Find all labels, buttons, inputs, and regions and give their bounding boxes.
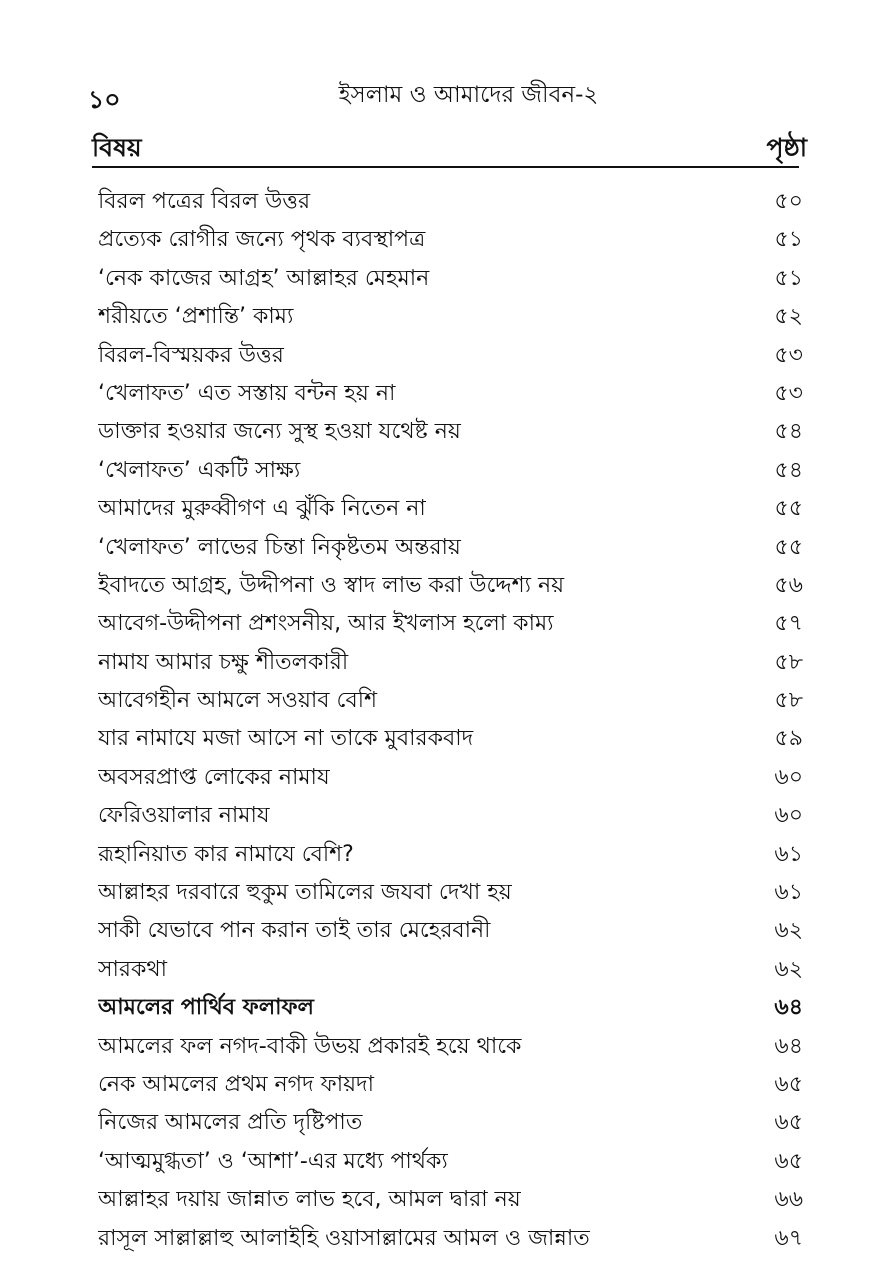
- toc-entry-title: অবসরপ্রাপ্ত লোকের নামায: [98, 764, 330, 790]
- toc-column-header: [92, 126, 807, 168]
- toc-entry-title: ইবাদতে আগ্রহ, উদ্দীপনা ও স্বাদ লাভ করা উদ্দেশ্য নয়: [98, 572, 565, 598]
- toc-entry-page: ৫১: [774, 227, 803, 253]
- toc-entry-title: রূহানিয়াত কার নামাযে বেশি?: [98, 841, 354, 867]
- toc-entry-title: আমলের পার্থিব ফলাফল: [98, 995, 314, 1021]
- toc-entry-page: ৫৭: [774, 611, 803, 637]
- toc-entry-page: ৬৫: [774, 1110, 803, 1136]
- toc-entry-page: ৫১: [774, 265, 803, 291]
- toc-entry: [98, 452, 803, 490]
- toc-entry-page: ৫৮: [774, 649, 803, 675]
- toc-entry-page: ৬৫: [774, 1071, 803, 1097]
- toc-entry: [98, 298, 803, 336]
- toc-entry-page: ৬৪: [774, 1033, 803, 1059]
- table-of-contents: [98, 183, 803, 1258]
- toc-entry-page: ৬২: [774, 956, 803, 982]
- toc-entry: [98, 1181, 803, 1219]
- toc-entry: [98, 797, 803, 835]
- toc-entry-title: নামায আমার চক্ষু শীতলকারী: [98, 649, 349, 675]
- toc-entry-title: ‘আত্মমুগ্ধতা’ ও ‘আশা’-এর মধ্যে পার্থক্য: [98, 1148, 448, 1174]
- toc-entry: [98, 567, 803, 605]
- toc-entry-title: আমাদের মুরুব্বীগণ এ ঝুঁকি নিতেন না: [98, 496, 426, 522]
- toc-entry-page: ৫০: [774, 189, 803, 214]
- page-header: [88, 76, 809, 112]
- page-number: ১০: [88, 85, 121, 114]
- toc-entry-title: শরীয়তে ‘প্রশান্তি’ কাম্য: [98, 304, 294, 330]
- toc-entry-page: ৫৯: [774, 726, 803, 752]
- toc-entry: [98, 720, 803, 758]
- toc-entry: [98, 912, 803, 950]
- toc-entry-title: ‘খেলাফত’ লাভের চিন্তা নিকৃষ্টতম অন্তরায়: [98, 534, 461, 560]
- toc-entry: [98, 874, 803, 912]
- toc-entry-title: আবেগ-উদ্দীপনা প্রশংসনীয়, আর ইখলাস হলো কাম্য: [98, 611, 554, 637]
- toc-entry: [98, 1066, 803, 1104]
- toc-entry-title: যার নামাযে মজা আসে না তাকে মুবারকবাদ: [98, 726, 474, 752]
- toc-entry: [98, 1220, 803, 1258]
- toc-entry-page: ৬৭: [774, 1225, 803, 1251]
- toc-entry-title: আল্লাহর দরবারে হুকুম তামিলের জযবা দেখা হয়: [98, 880, 512, 906]
- toc-entry-page: ৬৫: [774, 1148, 803, 1174]
- running-title: ইসলাম ও আমাদের জীবন-২: [338, 82, 599, 108]
- toc-entry-page: ৬৬: [774, 1187, 803, 1213]
- toc-entry: [98, 183, 803, 221]
- toc-entry: [98, 1104, 803, 1142]
- toc-entry-page: ৫৫: [774, 496, 803, 522]
- toc-entry-page: ৫৬: [774, 572, 803, 598]
- toc-entry: [98, 951, 803, 989]
- toc-entry-page: ৫২: [774, 304, 803, 330]
- toc-entry-page: ৫৮: [774, 688, 803, 714]
- toc-entry-title: নিজের আমলের প্রতি দৃষ্টিপাত: [98, 1110, 363, 1136]
- toc-entry: [98, 413, 803, 451]
- toc-entry-title: আবেগহীন আমলে সওয়াব বেশি: [98, 688, 378, 714]
- toc-entry-page: ৫৩: [774, 342, 803, 368]
- toc-entry-page: ৬১: [774, 841, 803, 867]
- toc-entry: [98, 605, 803, 643]
- toc-entry-title: সারকথা: [98, 956, 168, 982]
- topic-column-label: বিষয়: [92, 133, 142, 162]
- toc-entry: [98, 375, 803, 413]
- toc-entry-title: ‘নেক কাজের আগ্রহ’ আল্লাহর মেহমান: [98, 265, 430, 291]
- toc-entry-title: আল্লাহর দয়ায় জান্নাত লাভ হবে, আমল দ্বারা নয়: [98, 1187, 521, 1213]
- toc-entry-page: ৫৪: [774, 457, 803, 483]
- toc-entry-title: বিরল-বিস্ময়কর উত্তর: [98, 342, 284, 368]
- toc-entry-title: বিরল পত্রের বিরল উত্তর: [98, 189, 311, 214]
- toc-entry: [98, 490, 803, 528]
- toc-entry-page: ৫৩: [774, 380, 803, 406]
- toc-entry: [98, 682, 803, 720]
- toc-entry: [98, 836, 803, 874]
- toc-entry-page: ৫৫: [774, 534, 803, 560]
- toc-entry: [98, 1143, 803, 1181]
- toc-entry-title: ‘খেলাফত’ একটি সাক্ষ্য: [98, 457, 301, 483]
- toc-entry-page: ৬১: [774, 880, 803, 906]
- toc-entry: [98, 759, 803, 797]
- toc-entry-title: ফেরিওয়ালার নামায: [98, 803, 270, 829]
- toc-entry-title: সাকী যেভাবে পান করান তাই তার মেহেরবানী: [98, 918, 491, 944]
- toc-entry-page: ৫৪: [774, 419, 803, 445]
- toc-entry: [98, 989, 803, 1027]
- toc-entry-title: ডাক্তার হওয়ার জন্যে সুস্থ হওয়া যথেষ্ট নয়: [98, 419, 461, 445]
- toc-entry: [98, 529, 803, 567]
- toc-entry-title: রাসূল সাল্লাল্লাহু আলাইহি ওয়াসাল্লামের আমল ও জান্নাত: [98, 1225, 590, 1251]
- toc-entry: [98, 221, 803, 259]
- toc-entry: [98, 260, 803, 298]
- toc-entry-page: ৬৪: [774, 995, 803, 1021]
- toc-entry-page: ৬০: [774, 764, 803, 790]
- toc-entry: [98, 337, 803, 375]
- toc-entry-page: ৬০: [774, 803, 803, 829]
- toc-entry-title: নেক আমলের প্রথম নগদ ফায়দা: [98, 1071, 374, 1097]
- toc-entry: [98, 1028, 803, 1066]
- toc-entry-title: ‘খেলাফত’ এত সস্তায় বন্টন হয় না: [98, 380, 396, 406]
- toc-entry: [98, 644, 803, 682]
- toc-entry-title: আমলের ফল নগদ-বাকী উভয় প্রকারই হয়ে থাকে: [98, 1033, 522, 1059]
- toc-entry-title: প্রত্যেক রোগীর জন্যে পৃথক ব্যবস্থাপত্র: [98, 227, 426, 253]
- toc-entry-page: ৬২: [774, 918, 803, 944]
- page-column-label: পৃষ্ঠা: [766, 133, 807, 162]
